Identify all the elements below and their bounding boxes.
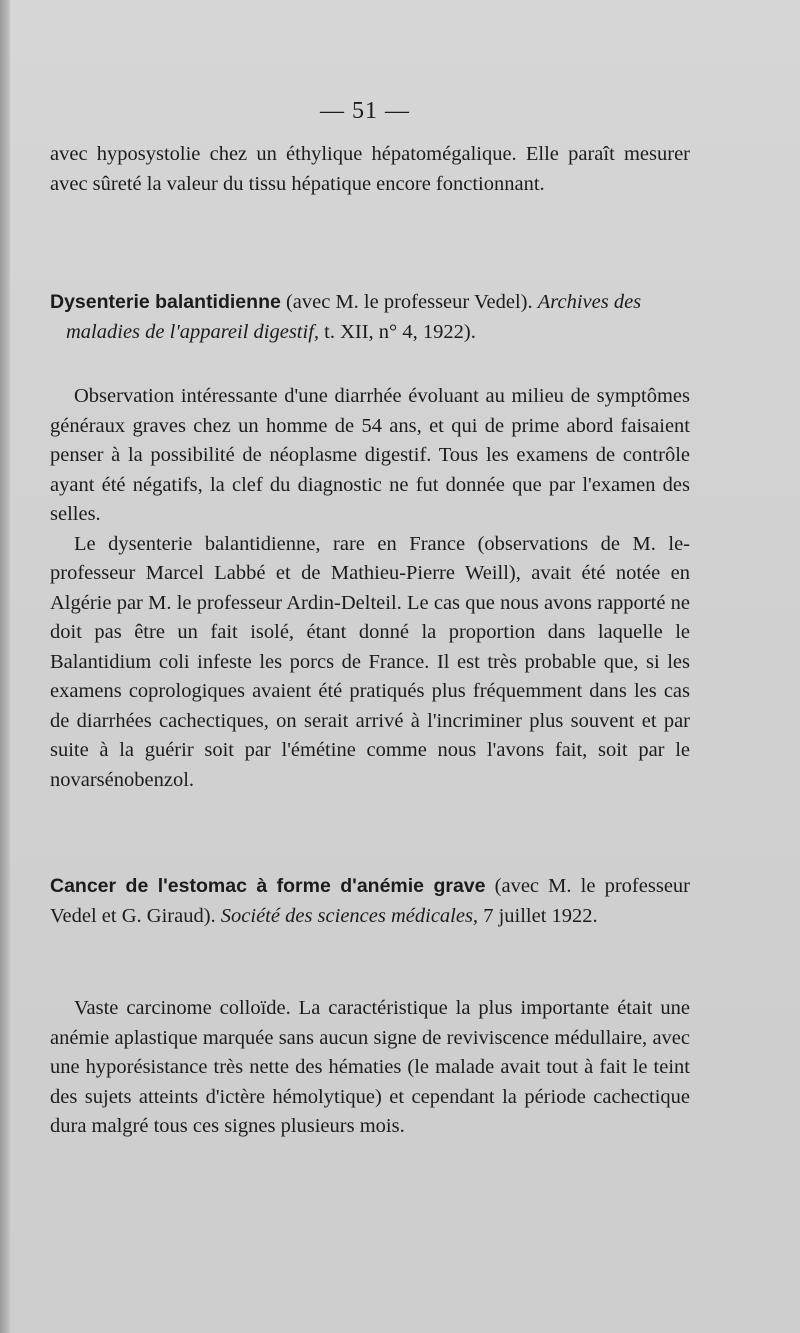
entry-cancer-body (50, 994, 690, 1142)
continuation-paragraph (50, 140, 690, 199)
continuation-text: avec hyposystolie chez un éthylique hépatomégalique. Elle paraît mesurer avec sûreté la valeur du tissu hépatique encore fonctionnant. (50, 143, 690, 195)
entry-journal: Archives des maladies de l'appareil digestif, (66, 291, 642, 343)
entry-reference (50, 288, 690, 347)
entry-journal: Société des sciences médicales, (220, 904, 479, 927)
page-number: — 51 — (320, 98, 410, 124)
body-paragraph: Observation intéressante d'une diarrhée évoluant au milieu de symptômes généraux graves chez un homme de 54 ans, et qui de prime abord faisaient penser à la possibilité de néoplasme digestif. Tous les examens de contrôle ayant été négatifs, la clef du diagnostic ne fut donnée que par l'examen des selles. (50, 385, 690, 525)
entry-title: Dysenterie balantidienne (50, 291, 281, 313)
entry-details: t. XII, n° 4, 1922). (319, 320, 476, 343)
body-paragraph: Le dysenterie balantidienne, rare en France (observations de M. le-professeur Marcel Labbé et de Mathieu-Pierre Weill), avait été notée en Algérie par M. le professeur Ardin-Delteil. Le cas que nous avons rapporté ne doit pas être un fait isolé, étant donné la proportion dans laquelle le Balantidium coli infeste les porcs de France. Il est très probable que, si les examens coprologiques avaient été pratiqués plus fréquemment dans les cas de diarrhées cachectiques, on serait arrivé à l'incriminer plus souvent et par suite à la guérir soit par l'émétine comme nous l'avons fait, soit par le novarsénobenzol. (50, 532, 690, 791)
entry-details: 7 juillet 1922. (478, 904, 598, 927)
body-paragraph: Vaste carcinome colloïde. La caractéristique la plus importante était une anémie aplastique marquée sans aucun signe de reviviscence médullaire, avec une hyporésistance très nette des hématies (le malade avait tout à fait le teint des sujets atteints d'ictère hémolytique) et cependant la période cachectique dura malgré tous ces signes plusieurs mois. (50, 997, 690, 1137)
page-left-edge (0, 0, 10, 1333)
entry-dysenterie-body (50, 382, 690, 795)
entry-dysenterie (50, 288, 690, 347)
entry-authors: (avec M. le professeur Vedel et G. Giraud). (50, 875, 690, 927)
entry-authors: (avec M. le professeur Vedel). (280, 291, 538, 313)
entry-cancer (50, 872, 690, 931)
entry-title: Cancer de l'estomac à forme d'anémie grave (50, 875, 486, 897)
entry-reference (50, 872, 690, 931)
